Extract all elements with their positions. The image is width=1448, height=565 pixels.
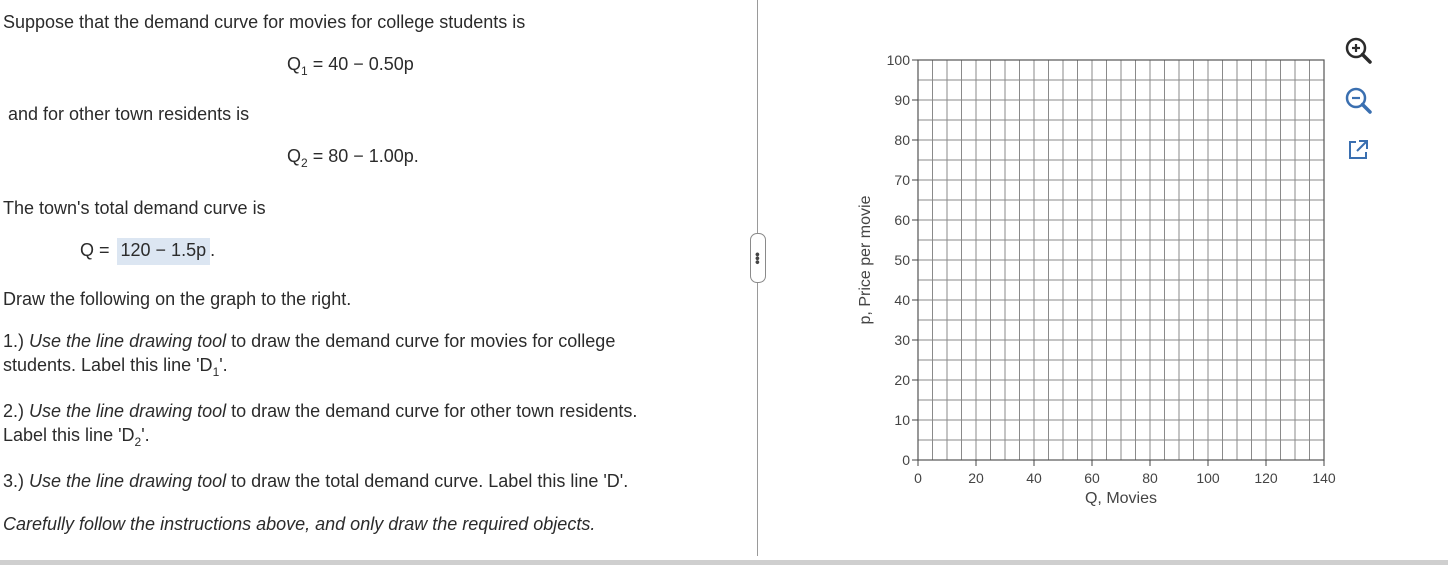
x-tick-label: 40 (1026, 470, 1042, 486)
y-tick-label: 70 (894, 172, 910, 188)
y-tick-label: 30 (894, 332, 910, 348)
equation-q2: $Q_2 = 80 - 1.00p$. (287, 146, 419, 170)
y-tick-label: 50 (894, 252, 910, 268)
instruction-note: Carefully follow the instructions above, and only draw the required objects. (3, 514, 596, 534)
y-tick-label: 0 (902, 452, 910, 468)
graph-svg[interactable] (820, 30, 1360, 530)
step3-line: 3.) Use the line drawing tool to draw the total demand curve. Label this line 'D'. (3, 471, 629, 491)
drag-dots-icon: ••• (750, 252, 766, 264)
x-tick-label: 140 (1312, 470, 1336, 486)
x-tick-label: 120 (1254, 470, 1278, 486)
popout-button[interactable] (1340, 132, 1376, 168)
y-axis-title: p, Price per movie (857, 195, 874, 325)
step1-line1: 1.) Use the line drawing tool to draw the demand curve for movies for college (3, 331, 616, 351)
other-residents-text: and for other town residents is (8, 104, 250, 124)
x-tick-label: 80 (1142, 470, 1158, 486)
answer-box[interactable]: 120 − 1.5p (117, 238, 211, 265)
y-tick-label: 10 (894, 412, 910, 428)
total-equation: Q = 120 − 1.5p . (80, 238, 215, 265)
bottom-scroll-bar (0, 560, 1448, 565)
x-tick-label: 100 (1196, 470, 1220, 486)
step1-line2: students. Label this line '$D_1$'. (3, 355, 228, 379)
x-tick-label: 60 (1084, 470, 1100, 486)
x-tick-label: 0 (914, 470, 922, 486)
intro-text: Suppose that the demand curve for movies for college students is (3, 12, 526, 32)
step2-line2: Label this line '$D_2$'. (3, 425, 150, 449)
equation-q1: $Q_1 = 40 - 0.50p$ (287, 54, 414, 78)
zoom-out-button[interactable] (1340, 82, 1376, 118)
y-tick-label: 40 (894, 292, 910, 308)
y-tick-label: 20 (894, 372, 910, 388)
x-tick-label: 20 (968, 470, 984, 486)
y-tick-label: 100 (886, 52, 910, 68)
total-intro-text: The town's total demand curve is (3, 198, 266, 218)
x-axis-title: Q, Movies (1084, 490, 1158, 507)
y-tick-label: 80 (894, 132, 910, 148)
zoom-out-icon (1343, 85, 1373, 115)
graph-area[interactable] (820, 30, 1360, 530)
y-tick-label: 60 (894, 212, 910, 228)
y-tick-label: 90 (894, 92, 910, 108)
draw-intro-text: Draw the following on the graph to the right. (3, 289, 352, 309)
step2-line1: 2.) Use the line drawing tool to draw the demand curve for other town residents. (3, 401, 638, 421)
resize-handle[interactable] (750, 233, 766, 283)
zoom-in-button[interactable] (1340, 32, 1376, 68)
popout-icon (1345, 137, 1371, 163)
zoom-in-icon (1343, 35, 1373, 65)
